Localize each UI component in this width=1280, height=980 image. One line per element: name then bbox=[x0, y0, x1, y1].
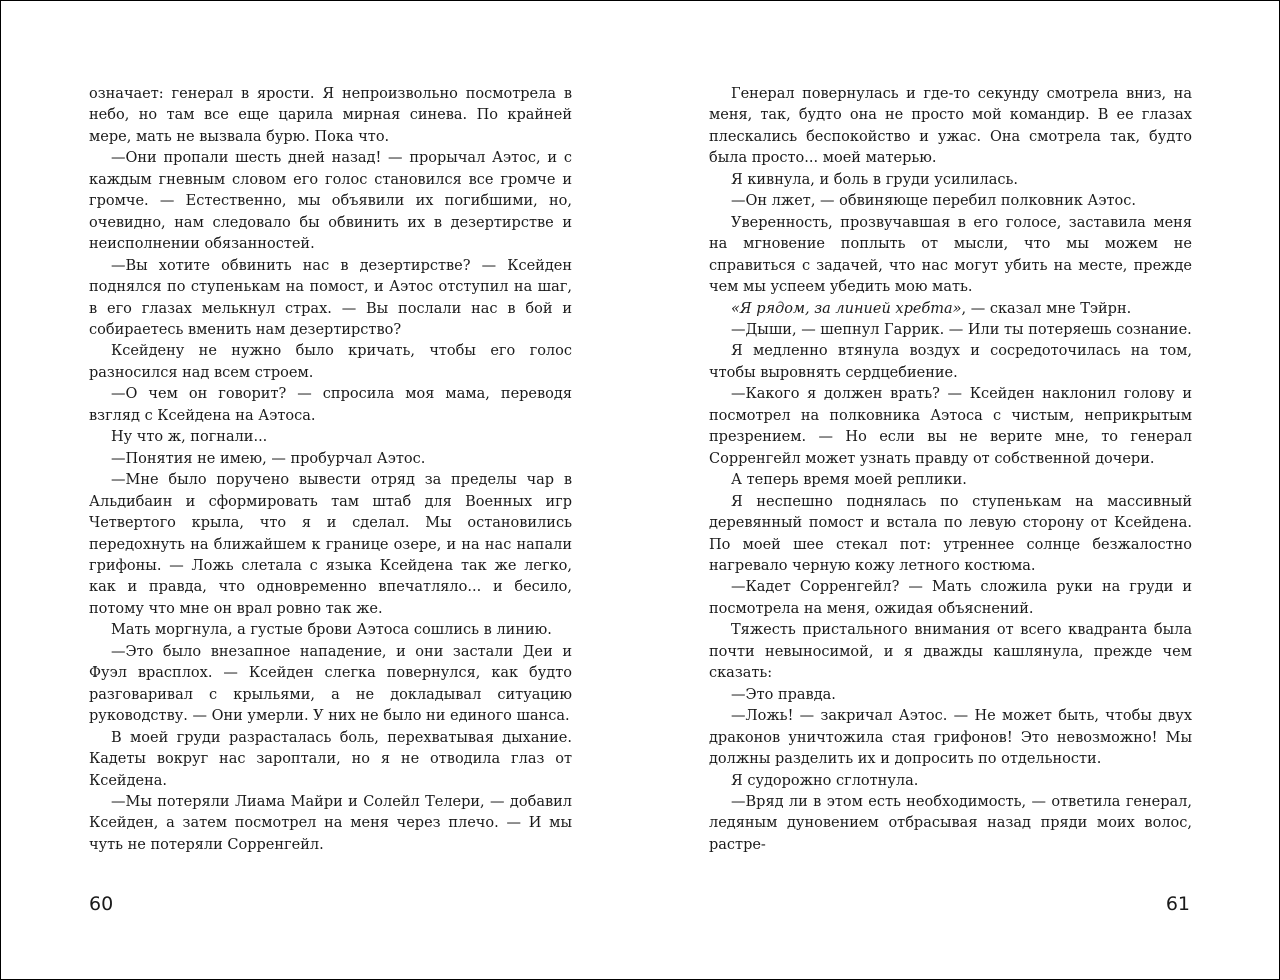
paragraph: —О чем он говорит? — спросила моя мама, переводя взгляд с Ксейдена на Аэтоса. bbox=[89, 386, 572, 424]
paragraph: —Мне было поручено вывести отряд за пределы чар в Альдибаин и сформировать там штаб для Военных игр Четвертого крыла, что я и сделал. Мы остановились передохнуть на ближайшем к границе озере, и на нас напали грифоны. — Ложь слетала с языка Ксейдена так же легко, как и правда, что одновременно впечатляло... и бесило, потому что мне он врал ровно так же. bbox=[89, 472, 572, 617]
paragraph: Мать моргнула, а густые брови Аэтоса сошлись в линию. bbox=[111, 622, 552, 639]
paragraph: Я медленно втянула воздух и сосредоточилась на том, чтобы выровнять сердцебиение. bbox=[709, 343, 1192, 381]
paragraph: —Вы хотите обвинить нас в дезертирстве? — Ксейден поднялся по ступенькам на помост, и Аэтос отступил на шаг, в его глазах мелькнул страх. — Вы послали нас в бой и собираетесь вменить нам дезертирство? bbox=[89, 257, 572, 338]
paragraph: —Какого я должен врать? — Ксейден наклонил голову и посмотрел на полковника Аэтоса с чистым, неприкрытым презрением. — Но если вы не верите мне, то генерал Сорренгейл может узнать правду от собственной дочери. bbox=[709, 386, 1192, 467]
page-number-left: 60 bbox=[89, 893, 114, 915]
italic-quote: «Я рядом, за линией хребта» bbox=[731, 300, 962, 317]
paragraph: Я кивнула, и боль в груди усилилась. bbox=[731, 171, 1018, 188]
paragraph: Ксейдену не нужно было кричать, чтобы его голос разносился над всем строем. bbox=[89, 343, 572, 381]
paragraph: —Дыши, — шепнул Гаррик. — Или ты потеряешь сознание. bbox=[731, 321, 1192, 338]
left-page-text bbox=[89, 84, 572, 856]
paragraph: Я судорожно сглотнула. bbox=[731, 772, 919, 789]
quote-tail: , — сказал мне Тэйрн. bbox=[961, 300, 1132, 317]
italic-paragraph bbox=[709, 299, 1192, 320]
paragraph: В моей груди разрасталась боль, перехватывая дыхание. Кадеты вокруг нас зароптали, но я не отводила глаз от Ксейдена. bbox=[89, 729, 572, 789]
paragraph: —Он лжет, — обвиняюще перебил полковник Аэтос. bbox=[731, 193, 1137, 210]
paragraph: —Понятия не имею, — пробурчал Аэтос. bbox=[111, 450, 426, 467]
paragraph: —Они пропали шесть дней назад! — прорычал Аэтос, и с каждым гневным словом его голос становился все громче и громче. — Естественно, мы объявили их погибшими, но, очевидно, нам следовало бы обвинить их в дезертирстве и неисполнении обязанностей. bbox=[89, 150, 572, 253]
paragraph: —Кадет Сорренгейл? — Мать сложила руки на груди и посмотрела на меня, ожидая объяснений. bbox=[709, 579, 1192, 617]
right-page-text bbox=[709, 84, 1192, 856]
paragraph: Тяжесть пристального внимания от всего квадранта была почти невыносимой, и я дважды кашлянула, прежде чем сказать: bbox=[709, 622, 1192, 682]
paragraph: А теперь время моей реплики. bbox=[731, 472, 967, 489]
paragraph: —Мы потеряли Лиама Майри и Солейл Телери, — добавил Ксейден, а затем посмотрел на меня через плечо. — И мы чуть не потеряли Сорренгейл. bbox=[89, 793, 572, 853]
paragraph: Уверенность, прозвучавшая в его голосе, заставила меня на мгновение поплыть от мысли, что мы можем не справиться с задачей, что нас могут убить на месте, прежде чем мы успеем убедить мою мать. bbox=[709, 214, 1192, 296]
paragraph: Ну что ж, погнали... bbox=[111, 429, 268, 446]
paragraph: —Ложь! — закричал Аэтос. — Не может быть, чтобы двух драконов уничтожила стая грифонов! Это невозможно! Мы должны разделить их и допросить по отдельности. bbox=[709, 708, 1192, 768]
paragraph: Генерал повернулась и где-то секунду смотрела вниз, на меня, так, будто она не просто мой командир. В ее глазах плескались беспокойство и ужас. Она смотрела так, будто была просто... моей матерью. bbox=[709, 86, 1192, 167]
paragraph: —Вряд ли в этом есть необходимость, — ответила генерал, ледяным дуновением отбрасывая назад пряди моих волос, растре- bbox=[709, 793, 1192, 853]
paragraph: —Это было внезапное нападение, и они застали Деи и Фуэл врасплох. — Ксейден слегка повернулся, как будто разговаривал с крыльями, а не докладывал ситуацию руководству. — Они умерли. У них не было ни единого шанса. bbox=[89, 643, 572, 725]
page-number-right: 61 bbox=[1165, 893, 1190, 915]
paragraph: Я неспешно поднялась по ступенькам на массивный деревянный помост и встала по левую сторону от Ксейдена. По моей шее стекал пот: утреннее солнце безжалостно нагревало черную кожу летного костюма. bbox=[709, 493, 1192, 574]
paragraph: —Это правда. bbox=[731, 686, 836, 703]
paragraph: означает: генерал в ярости. Я непроизвольно посмотрела в небо, но там все еще царила мирная синева. По крайней мере, мать не вызвала бурю. Пока что. bbox=[89, 86, 572, 145]
